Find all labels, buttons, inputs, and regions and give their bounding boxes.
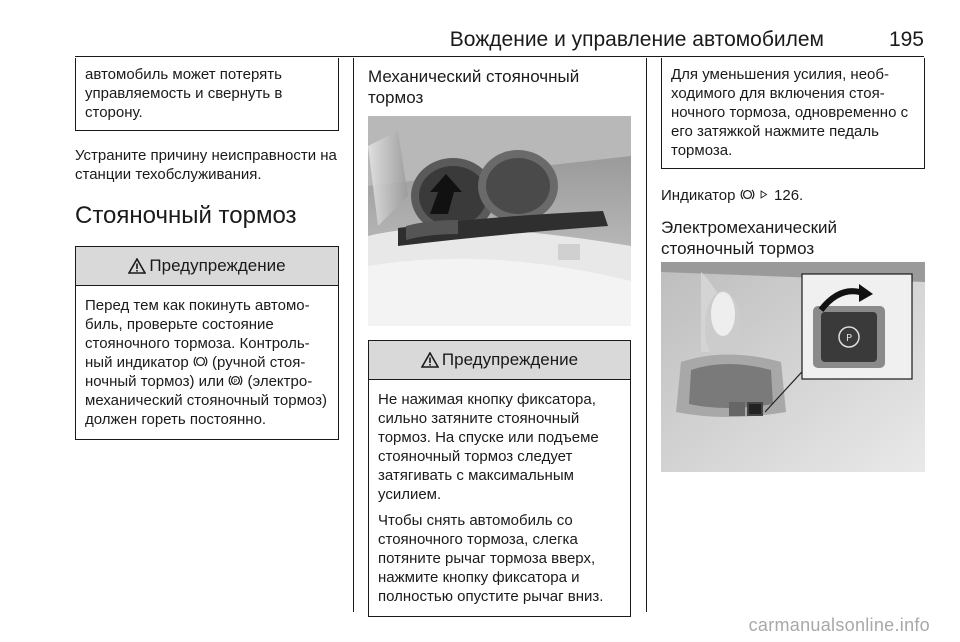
svg-text:P: P <box>845 333 853 344</box>
note-text: Для уменьшения усилия, необ-ходимого для включения стоя-ночного тормоза, одновременно с его затяжкой нажмите педаль тормоза. <box>671 66 909 159</box>
watermark: carmanualsonline.info <box>748 615 930 635</box>
indicator-page-ref: 126. <box>774 187 804 204</box>
electric-brake-illustration <box>661 262 925 472</box>
warning-text <box>85 296 329 429</box>
warning-title: Предупреждение <box>149 256 286 275</box>
handbrake-lever-photo <box>368 116 631 326</box>
column-3 <box>661 58 925 259</box>
page-reference-icon <box>759 187 770 202</box>
electric-brake-switch-photo <box>661 262 925 472</box>
column-2-lower <box>368 340 631 617</box>
paragraph: Устраните причину неисправности на станции техобслуживания. <box>75 147 337 183</box>
warning-triangle-icon <box>421 352 439 368</box>
column-divider <box>353 58 354 612</box>
continued-note-box <box>75 58 339 131</box>
svg-text:P: P <box>233 378 238 385</box>
warning-text-part: (электро-механический стояночный тормоз) должен гореть постоянно. <box>85 373 327 428</box>
column-2 <box>368 58 631 108</box>
indicator-reference <box>661 186 925 205</box>
warning-box <box>368 340 631 617</box>
warning-paragraph: Не нажимая кнопку фиксатора, сильно затяните стояночный тормоз. На спуске или подъеме стояночный тормоз следует затягивать с максимальным усилием. <box>378 391 599 503</box>
warning-text-part: Перед тем как покинуть автомо-биль, проверьте состояние стояночного тормоза. Контроль-ный индикатор <box>85 297 310 371</box>
parking-brake-indicator-icon <box>193 354 208 369</box>
page-header <box>75 26 924 57</box>
note-box <box>661 58 925 169</box>
warning-paragraph: Чтобы снять автомобиль со стояночного тормоза, слегка потяните рычаг тормоза вверх, нажмите кнопку фиксатора и полностью опустите рычаг вниз. <box>378 512 604 605</box>
page-number: 195 <box>888 28 924 51</box>
warning-title: Предупреждение <box>441 350 579 369</box>
handbrake-lever-illustration <box>368 116 631 326</box>
warning-box <box>75 246 339 440</box>
electric-parking-brake-indicator-icon <box>228 373 243 388</box>
indicator-label: Индикатор <box>661 187 736 204</box>
column-divider <box>646 58 647 612</box>
warning-header <box>76 247 338 286</box>
section-heading: Электромеханический стояночный тормоз <box>661 218 838 258</box>
warning-header <box>369 341 630 380</box>
warning-body <box>369 380 630 616</box>
warning-triangle-icon <box>128 258 146 274</box>
warning-body <box>76 286 338 439</box>
section-heading: Механический стояночный тормоз <box>368 67 580 107</box>
parking-brake-indicator-icon <box>740 187 755 202</box>
column-1 <box>75 58 339 440</box>
header-title: Вождение и управление автомобилем <box>449 28 824 51</box>
warning-text-part: (ручной стоя-ночный тормоз) или <box>85 354 306 390</box>
section-heading: Стояночный тормоз <box>75 202 297 229</box>
continued-note-text: автомобиль может потерять управляемость и свернуть в сторону. <box>85 66 283 121</box>
